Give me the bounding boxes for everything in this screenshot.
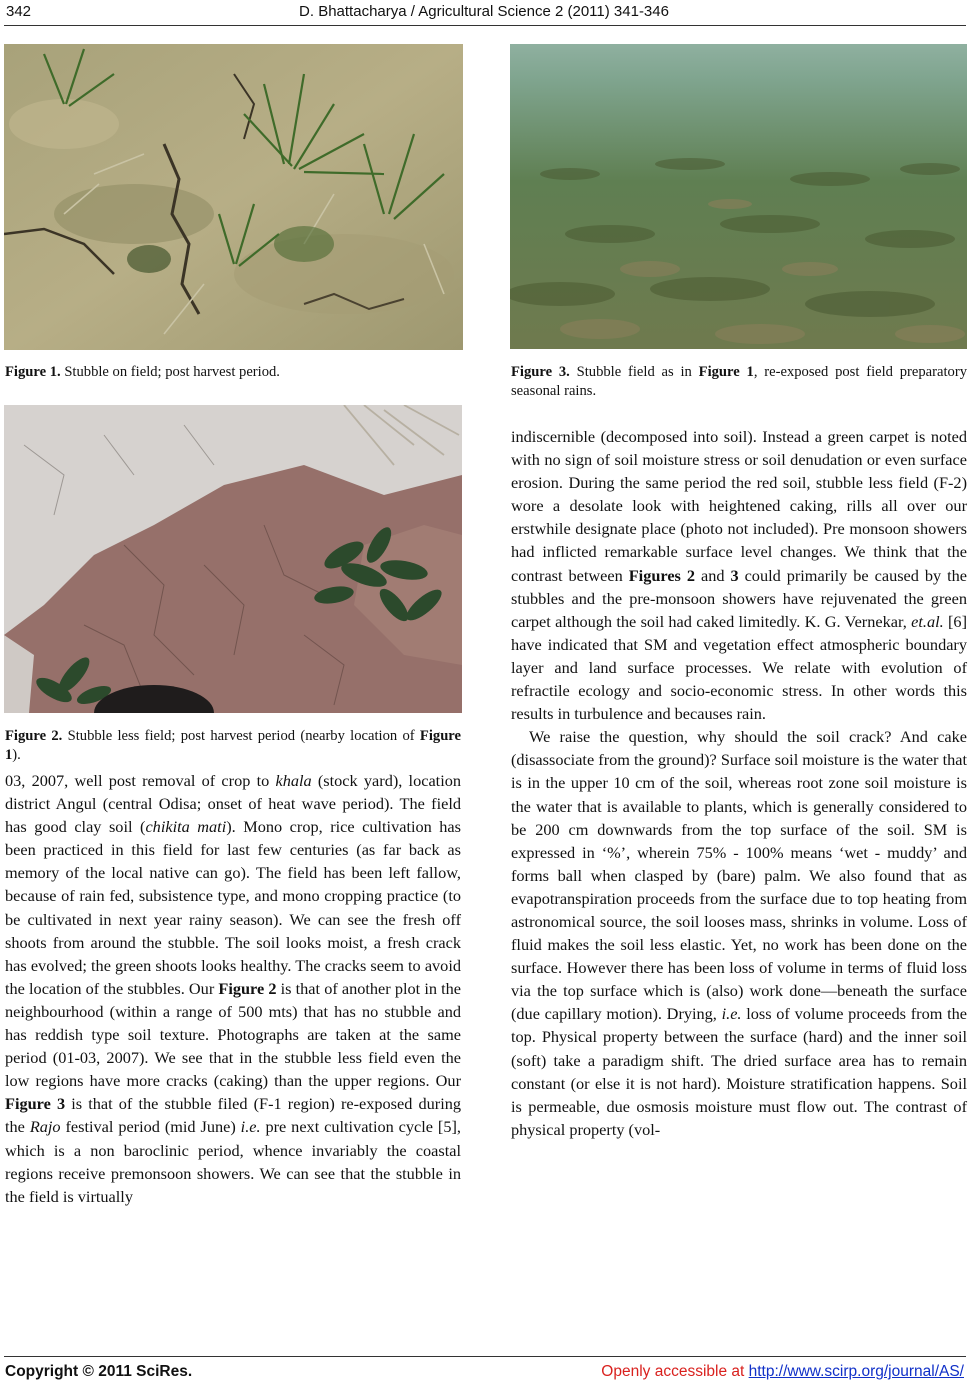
figure-3-label: Figure 3.	[511, 364, 570, 380]
right-paragraph-2	[511, 725, 967, 1141]
figure-1-caption-text: Stubble on field; post harvest period.	[60, 364, 280, 380]
figure-3-ref: Figure 3	[5, 1094, 66, 1114]
left-column-text	[5, 769, 461, 1208]
left-paragraph	[5, 769, 461, 1208]
figure-2-image	[4, 405, 462, 713]
italic-ie: i.e.	[721, 1004, 742, 1024]
italic-term-khala: khala	[275, 771, 312, 790]
italic-ie: i.e.	[240, 1117, 261, 1137]
text-run: We raise the question, why should the soil crack? And cake (disassociate from the ground)? Surface soil moisture is the water that is in the upper 10 cm of the soil, whereas root zone soil moisture is the water that is available to plants, which is generally considered to be 200 cm downwards from the top surface of the soil. SM is expressed in ‘%’, wherein 75% - 100% means ‘wet - muddy’ and forms ball when clasped by (bare) palm. We also found that as evapotranspiration proceeds from the surface due to top heating from astronomical source, the soil looses mass, shrinks in volume. Loss of fluid makes the soil less elastic. Yet, no work has been done on the surface. However there has been loss of volume in terms of fluid loss via the top surface which is (also) work done—beneath the surface (due capillary motion). Drying,	[511, 727, 967, 1024]
figure-1-image	[4, 44, 463, 350]
text-run: could primarily be caused by the stubbles and the pre-monsoon showers have rejuvenated the green carpet although the soil had caked limitedly. K. G. Vernekar,	[511, 565, 968, 631]
italic-term-rajo: Rajo	[29, 1117, 61, 1137]
figure-3-image	[510, 44, 967, 349]
figure-3-caption	[511, 363, 967, 401]
text-run: is that of the stubble filed (F-1 region) re-exposed during the	[5, 1094, 461, 1137]
italic-et-al: et.al.	[911, 611, 944, 631]
figure-3-ref: 3	[730, 565, 739, 585]
text-run: festival period (mid June)	[60, 1117, 241, 1137]
figure-2-caption-text-2: ).	[12, 747, 21, 763]
figure-2-photo	[4, 405, 462, 713]
text-run: is that of another plot in the neighbourhood (within a range of 500 mts) that has no stubble and has reddish type soil texture. Photographs are taken at the same period (01-03, 2007). We see that in the stubble less field even the low regions have more cracks (caking) than the upper regions. Our	[5, 978, 462, 1091]
figure-2-caption-text-1: Stubble less field; post harvest period (nearby location of	[62, 728, 420, 744]
text-run: [6] have indicated that SM and vegetation effect atmospheric boundary layer and land surface processes. We relate with evolution of refractile ecology and socio-economic stress. In other words this results in turbulence and becauses rain.	[511, 611, 967, 724]
text-run: and	[695, 565, 731, 585]
page-number: 342	[6, 3, 32, 20]
journal-url-link[interactable]: http://www.scirp.org/journal/AS/	[748, 1363, 964, 1380]
right-paragraph-1	[511, 425, 967, 725]
copyright-notice: Copyright © 2011 SciRes.	[5, 1363, 193, 1380]
running-header	[0, 3, 968, 23]
figure-2-caption-ref: Figure 1	[5, 728, 461, 763]
open-access-text: Openly accessible at	[601, 1363, 749, 1380]
header-rule	[4, 25, 966, 26]
right-column-text	[511, 425, 967, 1141]
figure-3-caption-text-2: , re-exposed post field preparatory seasonal rains.	[511, 364, 967, 399]
open-access-notice	[601, 1363, 964, 1381]
italic-term-chikita-mati: chikita mati	[145, 817, 227, 837]
figure-3-caption-ref: Figure 1	[698, 364, 754, 380]
figure-2-ref: Figure 2	[218, 978, 277, 998]
figure-3-photo	[510, 44, 967, 349]
text-run: ). Mono crop, rice cultivation has been practiced in this field for last few centuries (as far back as memory of the local native can go). The field has been left fallow, because of rain fed, subsistence type, and mono cropping practice (to be cultivated in next year rainy season). We can see the fresh off shoots from around the stubble. The soil looks moist, a fresh crack has evolved; the green shoots looks healthy. The cracks seem to avoid the location of the stubbles. Our	[5, 817, 461, 998]
running-title: D. Bhattacharya / Agricultural Science 2 (2011) 341-346	[299, 3, 669, 20]
figure-2-label: Figure 2.	[5, 728, 63, 744]
figure-1-label: Figure 1.	[5, 364, 61, 380]
figure-2-caption	[5, 727, 461, 765]
text-run: (stock yard), location district Angul (central Odisa; onset of heat wave period). The field has good clay soil (	[5, 771, 461, 837]
figure-1-photo	[4, 44, 463, 350]
page-footer	[0, 1363, 968, 1385]
text-run: loss of volume proceeds from the top. Physical property between the surface (hard) and the inner soil (soft) take a paradigm shift. The dried surface area has to remain constant (or else it is not hard). Moisture stratification happens. Soil is permeable, due osmosis moisture must flow out. The contrast of physical property (vol-	[511, 1004, 967, 1139]
figure-3-caption-text-1: Stubble field as in	[569, 364, 699, 380]
text-run: 03, 2007, well post removal of crop to	[5, 771, 276, 790]
figure-1-caption	[5, 363, 461, 382]
figures-2-ref: Figures 2	[628, 565, 696, 585]
text-run: indiscernible (decomposed into soil). Instead a green carpet is noted with no sign of soil moisture stress or soil denudation or even surface erosion. During the same period the red soil, stubble less field (F-2) wore a desolate look with heightened caking, rills all over our erstwhile designate place (photo not included). Pre monsoon showers had inflicted remarkable surface level changes. We think that the contrast between	[511, 427, 967, 585]
text-run: pre next cultivation cycle [5], which is a non baroclinic period, whence invariably the coastal regions receive premonsoon showers. We can see that the stubble in the field is virtually	[5, 1117, 461, 1206]
footer-rule	[4, 1356, 966, 1357]
